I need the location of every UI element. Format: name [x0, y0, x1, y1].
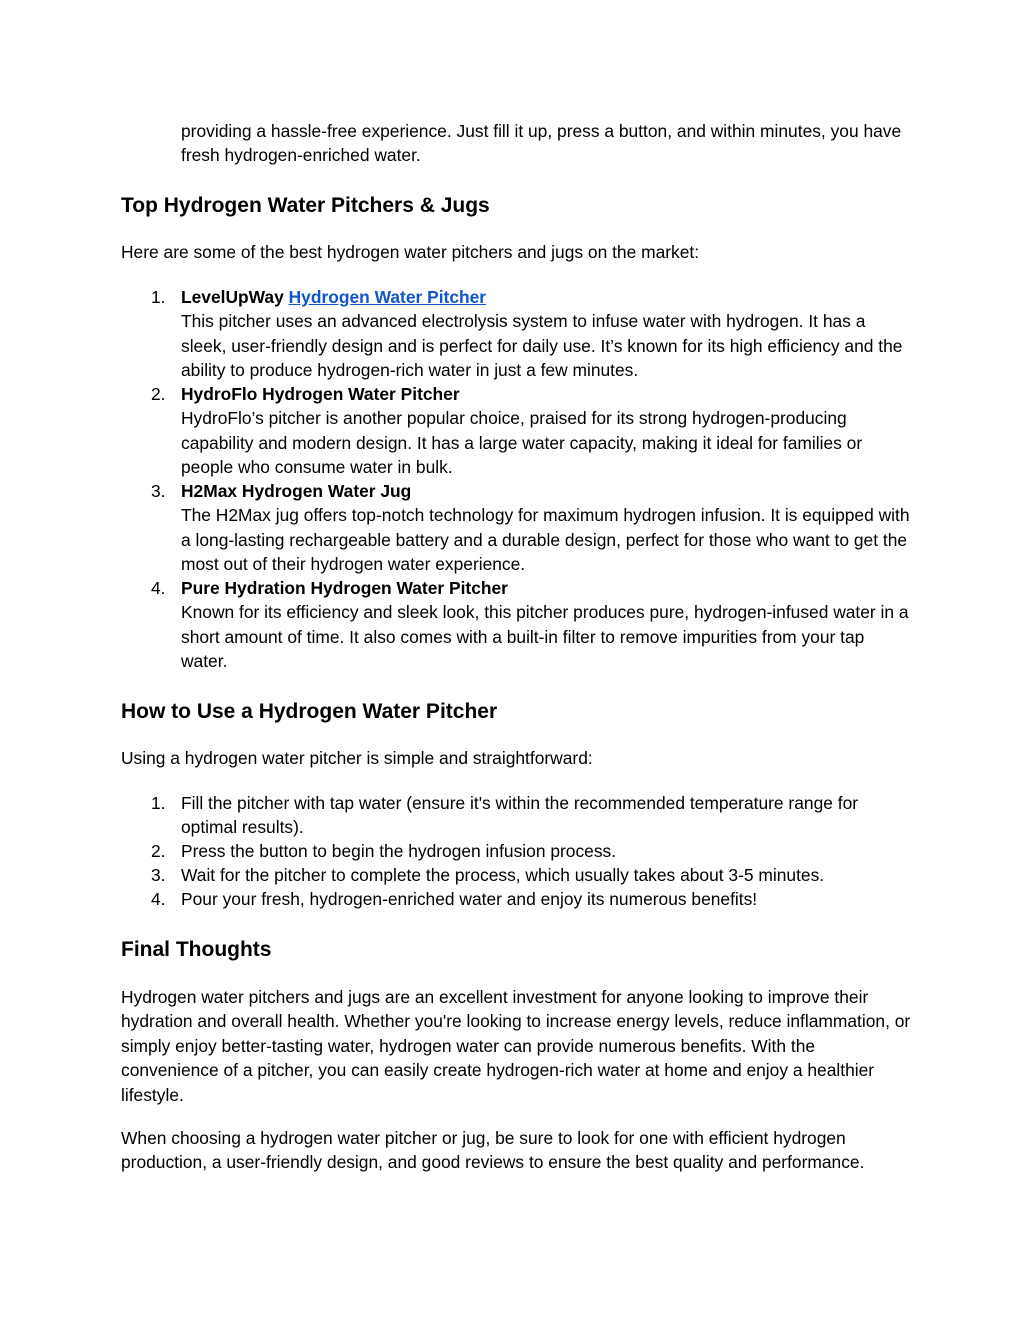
step-text: Pour your fresh, hydrogen-enriched water and enjoy its numerous benefits!: [181, 889, 758, 909]
product-title: HydroFlo Hydrogen Water Pitcher: [181, 384, 460, 404]
list-number: 4.: [151, 578, 166, 598]
list-number: 2.: [151, 384, 166, 404]
list-number: 3.: [151, 481, 166, 501]
list-number: 4.: [151, 889, 166, 909]
product-description: HydroFlo’s pitcher is another popular choice, praised for its strong hydrogen-producing capability and modern design. It has a large water capacity, making it ideal for families or people who consume water in bulk.: [181, 408, 863, 478]
final-paragraph-2: When choosing a hydrogen water pitcher or jug, be sure to look for one with efficient hydrogen production, a user-friendly design, and good reviews to ensure the best quality and performance.: [121, 1128, 865, 1173]
list-number: 2.: [151, 841, 166, 861]
product-link[interactable]: Hydrogen Water Pitcher: [288, 287, 487, 307]
final-paragraph-1: Hydrogen water pitchers and jugs are an excellent investment for anyone looking to improve their hydration and overall health. Whether you're looking to increase energy levels, reduce inflammation, or simply enjoy better-tasting water, hydrogen water can provide numerous benefits. With the convenience of a pitcher, you can easily create hydrogen-rich water at home and enjoy a healthier lifestyle.: [121, 987, 911, 1105]
step-text: Fill the pitcher with tap water (ensure it's within the recommended temperature range for optimal results).: [181, 793, 859, 838]
list-number: 1.: [151, 793, 166, 813]
section-heading-final-thoughts: Final Thoughts: [121, 938, 272, 961]
product-title: [181, 285, 911, 309]
intro-continuation: providing a hassle-free experience. Just fill it up, press a button, and within minutes, you have fresh hydrogen-enriched water.: [181, 121, 902, 166]
list-number: 3.: [151, 865, 166, 885]
product-brand: LevelUpWay: [181, 287, 284, 307]
section-heading-top-pitchers: Top Hydrogen Water Pitchers & Jugs: [121, 194, 490, 217]
step-text: Wait for the pitcher to complete the process, which usually takes about 3-5 minutes.: [181, 865, 825, 885]
step-text: Press the button to begin the hydrogen infusion process.: [181, 841, 617, 861]
section-intro-top-pitchers: Here are some of the best hydrogen water pitchers and jugs on the market:: [121, 242, 700, 262]
product-description: This pitcher uses an advanced electrolysis system to infuse water with hydrogen. It has a sleek, user-friendly design and is perfect for daily use. It’s known for its high efficiency and the ability to produce hydrogen-rich water in just a few minutes.: [181, 311, 903, 381]
product-title: Pure Hydration Hydrogen Water Pitcher: [181, 578, 508, 598]
section-intro-how-to-use: Using a hydrogen water pitcher is simple and straightforward:: [121, 748, 593, 768]
list-number: 1.: [151, 287, 166, 307]
product-title: H2Max Hydrogen Water Jug: [181, 481, 412, 501]
product-description: Known for its efficiency and sleek look, this pitcher produces pure, hydrogen-infused water in a short amount of time. It also comes with a built-in filter to remove impurities from your tap water.: [181, 602, 909, 672]
section-heading-how-to-use: How to Use a Hydrogen Water Pitcher: [121, 700, 498, 723]
product-description: The H2Max jug offers top-notch technology for maximum hydrogen infusion. It is equipped with a long-lasting rechargeable battery and a durable design, perfect for those who want to get the most out of their hydrogen water experience.: [181, 505, 910, 575]
